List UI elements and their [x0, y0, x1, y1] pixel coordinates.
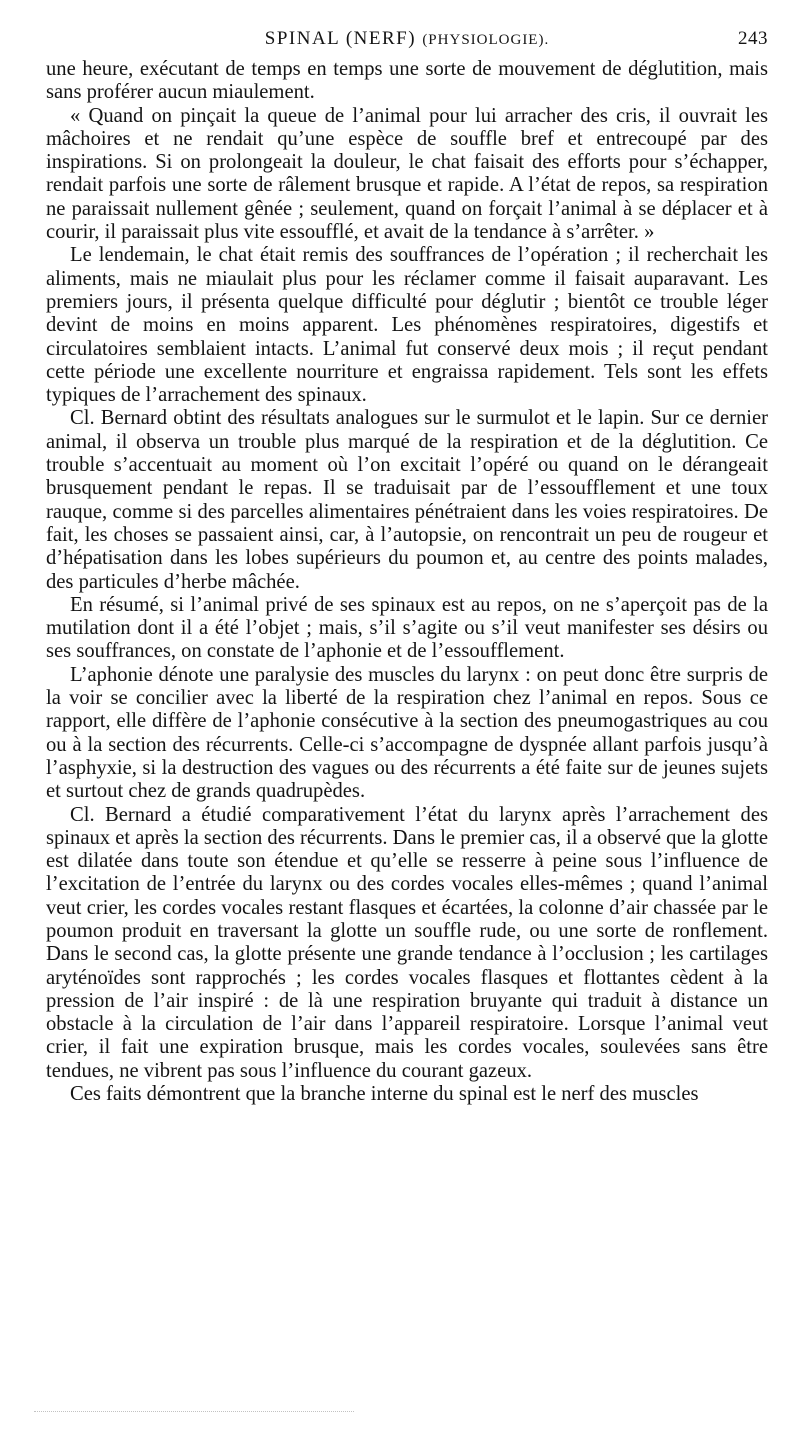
- paragraph-1: une heure, exécutant de temps en temps une sorte de mouvement de déglutition, mais sans proférer aucun miaulement.: [46, 58, 768, 104]
- running-head-title: SPINAL (NERF): [264, 28, 417, 49]
- running-head-subtitle: (PHYSIOLOGIE).: [422, 32, 550, 48]
- paragraph-3: Le lendemain, le chat était remis des souffrances de l’opération ; il recherchait les aliments, mais ne miaulait plus pour les réclamer comme il faisait auparavant. Les premiers jours, il présenta quelque difficulté pour déglutir ; bientôt ce trouble léger devint de moins en moins apparent. Les phénomènes respiratoires, digestifs et circulatoires semblaient intacts. L’animal fut conservé deux mois ; il reçut pendant cette période une excellente nourriture et engraissa rapidement. Tels sont les effets typiques de l’arrachement des spinaux.: [46, 244, 768, 407]
- page-header: [46, 26, 768, 58]
- paragraph-5: En résumé, si l’animal privé de ses spinaux est au repos, on ne s’aperçoit pas de la mutilation dont il a été l’objet ; mais, s’il s’agite ou s’il veut manifester ses désirs ou ses souffrances, on constate de l’aphonie et de l’essoufflement.: [46, 593, 768, 663]
- book-page: [46, 26, 768, 1106]
- page-number: 243: [738, 28, 768, 49]
- paragraph-4: Cl. Bernard obtint des résultats analogues sur le surmulot et le lapin. Sur ce dernier animal, il observa un trouble plus marqué de la respiration et de la déglutition. Ce trouble s’accentuait au moment où l’on excitait l’opéré ou quand on le dérangeait brusquement pendant le repas. Il se traduisait par de l’essoufflement et une toux rauque, comme si des parcelles alimentaires pénétraient dans les voies respiratoires. De fait, les choses se passaient ainsi, car, à l’autopsie, on rencontrait un peu de rougeur et d’hépatisation dans les lobes supérieurs du poumon et, au centre des points malades, des particules d’herbe mâchée.: [46, 407, 768, 593]
- paragraph-6: L’aphonie dénote une paralysie des muscles du larynx : on peut donc être surpris de la voir se concilier avec la liberté de la respiration chez l’animal en repos. Sous ce rapport, elle diffère de l’aphonie consécutive à la section des pneumogastriques au cou ou à la section des récurrents. Celle-ci s’accompagne de dyspnée allant parfois jusqu’à l’asphyxie, si la destruction des vagues ou des récurrents a été faite sur de jeunes sujets et surtout chez de grands quadrupèdes.: [46, 663, 768, 803]
- paragraph-7: Cl. Bernard a étudié comparativement l’état du larynx après l’arrachement des spinaux et après la section des récurrents. Dans le premier cas, il a observé que la glotte est dilatée dans toute son étendue et qu’elle se resserre à peine sous l’influence de l’excitation de l’entrée du larynx ou des cordes vocales elles-mêmes ; quand l’animal veut crier, les cordes vocales restant flasques et écartées, la colonne d’air chassée par le poumon produit en traversant la glotte un souffle rude, ou une sorte de ronflement. Dans le second cas, la glotte présente une grande tendance à l’occlusion ; les cartilages aryténoïdes sont rapprochés ; les cordes vocales flasques et flottantes cèdent à la pression de l’air inspiré : de là une respiration bruyante qui traduit à distance un obstacle à la circulation de l’air dans l’appareil respiratoire. Lorsque l’animal veut crier, il fait une expiration brusque, mais les cordes vocales, soulevées sans être tendues, ne vibrent pas sous l’influence du courant gazeux.: [46, 803, 768, 1082]
- running-head: [46, 28, 768, 50]
- scan-artifact-line: [34, 1411, 354, 1416]
- body-text: [46, 58, 768, 1106]
- paragraph-2: « Quand on pinçait la queue de l’animal pour lui arracher des cris, il ouvrait les mâchoires et ne rendait qu’une espèce de souffle bref et entrecoupé par des inspirations. Si on prolongeait la douleur, le chat faisait des efforts pour s’échapper, rendait parfois une sorte de râlement brusque et rapide. A l’état de repos, sa respiration ne paraissait nullement gênée ; seulement, quand on forçait l’animal à se déplacer et à courir, il paraissait plus vite essoufflé, et avait de la tendance à s’arrêter. »: [46, 104, 768, 244]
- paragraph-8: Ces faits démontrent que la branche interne du spinal est le nerf des muscles: [70, 1083, 699, 1106]
